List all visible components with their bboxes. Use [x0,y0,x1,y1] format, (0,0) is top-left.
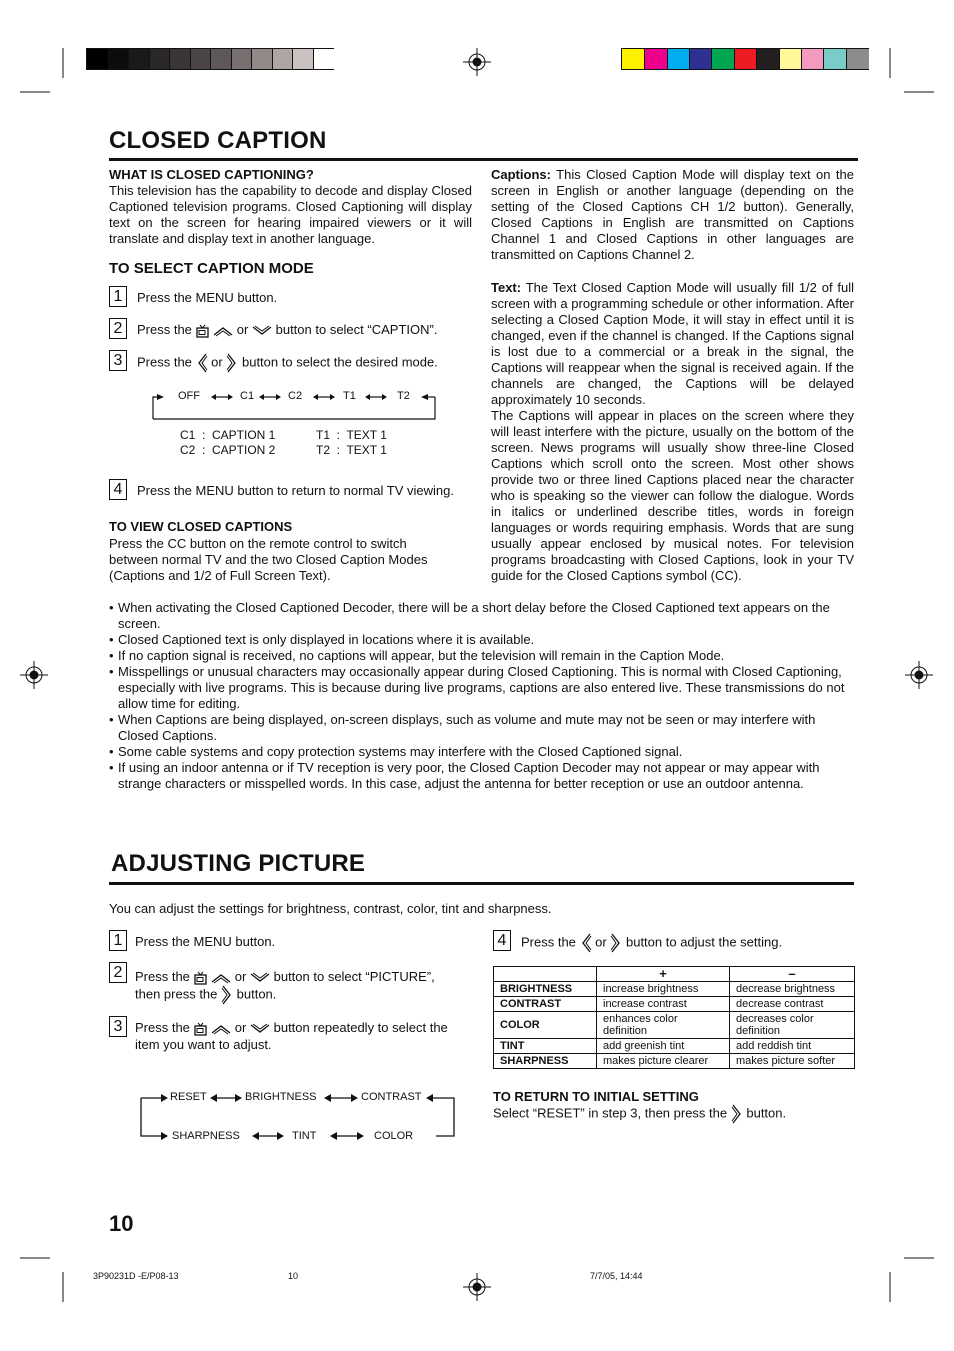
table-row-label: BRIGHTNESS [494,982,597,997]
tv-channel-icon [194,971,208,985]
step-3-number: 3 [109,350,127,371]
step-2-post: button to select “CAPTION”. [275,322,438,337]
legend-t2: T2 : TEXT 1 [316,443,387,457]
note-item: • Closed Captioned text is only displayed in locations where it is available. [109,632,857,648]
captions-label: Captions: [491,167,551,182]
note-item: • Some cable systems and copy protection systems may interfere with the Closed Captioned signal. [109,744,857,760]
table-row [494,997,855,1012]
table-row-label: CONTRAST [494,997,597,1012]
step-2-or: or [236,322,249,337]
up-chevron-icon [211,1023,231,1035]
step-4-text: Press the MENU button to return to normal TV viewing. [137,483,454,498]
pic-step-1-number: 1 [109,930,127,951]
table-cell: makes picture clearer [597,1054,730,1069]
step-2-text [137,321,437,338]
step-1-text: Press the MENU button. [137,290,278,305]
table-header-cell [494,967,597,982]
note-item: • When activating the Closed Captioned Decoder, there will be a short delay before the Closed Captioned text appears on the screen. [109,600,857,632]
up-chevron-icon [211,972,231,984]
table-row [494,1012,855,1039]
down-chevron-icon [250,1023,270,1035]
table-row-label: TINT [494,1039,597,1054]
cycle-c2: C2 [288,390,303,402]
note-item: • When Captions are being displayed, on-screen displays, such as volume and mute may not be seen or may interfere with Closed Captions. [109,712,857,744]
placement-text: The Captions will appear in places on the screen where they will least interfere with the picture, usually on the bottom of the screen. News programs will usually show three-line Closed Captions which scroll onto the screen. Most other shows provide two or three lined Captions placed near the character who is speaking so the viewer can follow the dialogue. Words in italics or underlined describe titles, words in foreign languages or words requiring emphasis. Words that are sung usually appear enclosed by musical notes. For television programs broadcasting with Closed Captions, look in your TV guide for the Closed Captions symbol (CC). [491,408,854,583]
what-text: This television has the capability to decode and display Closed Captioned television programs. Closed Captioning will display text on the screen for hearing impaired viewers or it will translate and display text in another language. [109,183,472,246]
step-3-post: button to select the desired mode. [241,354,438,370]
up-chevron-icon [213,325,233,337]
slug-page: 10 [288,1271,299,1281]
registration-target-left [20,661,48,689]
table-header-plus: + [597,967,730,982]
cycle-sharpness: SHARPNESS [172,1130,240,1142]
tv-channel-icon [194,1022,208,1036]
note-item: • If no caption signal is received, no captions will appear, but the television will remain in the Caption Mode. [109,648,857,664]
pic-step-2-or: or [234,969,247,984]
section-title-adjusting-picture: ADJUSTING PICTURE [111,850,366,877]
cycle-tint: TINT [292,1130,317,1142]
step-3-pre: Press the [137,354,192,370]
what-heading: WHAT IS CLOSED CAPTIONING? [109,167,314,182]
return-post: button. [746,1105,787,1121]
legend-t1: T1 : TEXT 1 [316,428,387,442]
step-3-or: or [211,354,223,370]
pic-step-2-number: 2 [109,962,127,983]
table-cell: add reddish tint [730,1039,855,1054]
table-cell: enhances color definition [597,1012,730,1039]
pic-step-2-line2-post: button. [236,986,277,1002]
cycle-c1: C1 [240,390,255,402]
left-chevron-icon [580,933,592,953]
right-chevron-icon [221,985,233,1005]
pic-step-4-or: or [595,934,607,950]
cycle-t1: T1 [343,390,356,402]
registration-target-top [463,48,491,76]
text-label: Text: [491,280,522,295]
return-heading: TO RETURN TO INITIAL SETTING [493,1089,699,1104]
text-mode-description [491,280,854,408]
cycle-brightness: BRIGHTNESS [245,1091,317,1103]
picture-intro: You can adjust the settings for brightness, contrast, color, tint and sharpness. [109,901,552,916]
pic-step-4-post: button to adjust the setting. [625,934,783,950]
table-cell: decreases color definition [730,1012,855,1039]
return-pre: Select “RESET” in step 3, then press the [493,1105,728,1121]
pic-step-1-text: Press the MENU button. [135,934,276,949]
pic-step-2-post: button to select “PICTURE”, [273,969,435,984]
view-text: Press the CC button on the remote control to switch between normal TV and the two Closed Caption Modes (Captions and 1/2 of Full Screen Text). [109,536,428,583]
captions-text: This Closed Caption Mode will display text on the screen in English or another language (depending on the setting of the Closed Captions CH 1/2 button). Generally, Closed Captions in English are transmitted on Captions Channel 1 and Closed Captions in other languages are transmitted on Captions Channel 2. [491,167,854,262]
cycle-color: COLOR [374,1130,414,1142]
step-4-number: 4 [109,479,127,500]
table-cell: add greenish tint [597,1039,730,1054]
pic-step-3-text [135,1019,448,1053]
step-1-number: 1 [109,286,127,307]
step-2-pre: Press the [137,322,192,337]
cycle-reset: RESET [170,1091,207,1103]
cycle-t2: T2 [397,390,410,402]
right-chevron-icon [226,353,238,373]
table-header-minus: – [730,967,855,982]
pic-step-3-number: 3 [109,1016,127,1037]
registration-target-bottom [463,1273,491,1301]
pic-step-3-or: or [234,1020,247,1035]
left-chevron-icon [196,353,208,373]
note-item: • If using an indoor antenna or if TV reception is very poor, the Closed Caption Decoder may not appear or may appear with strange characters or misspelled words. In this case, adjust the antenna for better reception or use an outdoor antenna. [109,760,857,792]
table-row [494,1054,855,1069]
pic-step-4-number: 4 [493,930,511,951]
cycle-contrast: CONTRAST [361,1091,422,1103]
text-text: The Text Closed Caption Mode will usually fill 1/2 of full screen with a programming schedule or other information. After selecting a Closed Caption Mode, it will stay in effect until it is changed, even if the channel is changed. If the Captions signal is lost due to a commercial or a break in the signal, the Captions will reappear when the signal is received again. If the channels are changed, the Captions will be delayed approximately 10 seconds. [491,280,854,407]
captions-description [491,167,854,263]
registration-target-right [905,661,933,689]
pic-step-2-line2: then press the [135,986,218,1002]
table-row [494,982,855,997]
down-chevron-icon [250,972,270,984]
view-heading: TO VIEW CLOSED CAPTIONS [109,519,293,534]
pic-step-2-pre: Press the [135,969,190,984]
pic-step-3-line2: item you want to adjust. [135,1037,272,1052]
timestamp: 7/7/05, 14:44 [590,1271,643,1281]
table-row [494,1039,855,1054]
right-chevron-icon [610,933,622,953]
return-text [493,1104,786,1124]
pic-step-4-text [521,933,782,953]
note-item: • Misspellings or unusual characters may occasionally appear during Closed Captioning. This is normal with Closed Captioning, especially with live programs. This is because during live programs, captions are also entered live. These transmissions do not allow time for editing. [109,664,857,712]
title-rule [109,158,858,161]
section-title-closed-caption: CLOSED CAPTION [109,127,327,154]
pic-step-3-post: button repeatedly to select the [273,1020,448,1035]
title-rule [109,882,854,885]
tv-channel-icon [196,324,210,338]
step-3-text [137,353,438,373]
pic-step-2-text [135,968,435,1005]
select-mode-heading: TO SELECT CAPTION MODE [109,260,314,277]
step-2-number: 2 [109,318,127,339]
pic-step-4-pre: Press the [521,934,576,950]
table-cell: makes picture softer [730,1054,855,1069]
table-row-label: COLOR [494,1012,597,1039]
adjustment-table [493,966,855,1069]
legend-c2: C2 : CAPTION 2 [180,443,276,457]
table-header-row [494,967,855,982]
table-cell: increase brightness [597,982,730,997]
pic-step-3-pre: Press the [135,1020,190,1035]
table-cell: decrease brightness [730,982,855,997]
down-chevron-icon [252,325,272,337]
right-chevron-icon [731,1104,743,1124]
notes-list [109,600,857,792]
legend-c1: C1 : CAPTION 1 [180,428,276,442]
table-cell: decrease contrast [730,997,855,1012]
doc-code: 3P90231D -E/P08-13 [93,1271,179,1281]
table-row-label: SHARPNESS [494,1054,597,1069]
table-cell: increase contrast [597,997,730,1012]
page-number: 10 [109,1211,134,1236]
cycle-off: OFF [178,390,200,402]
